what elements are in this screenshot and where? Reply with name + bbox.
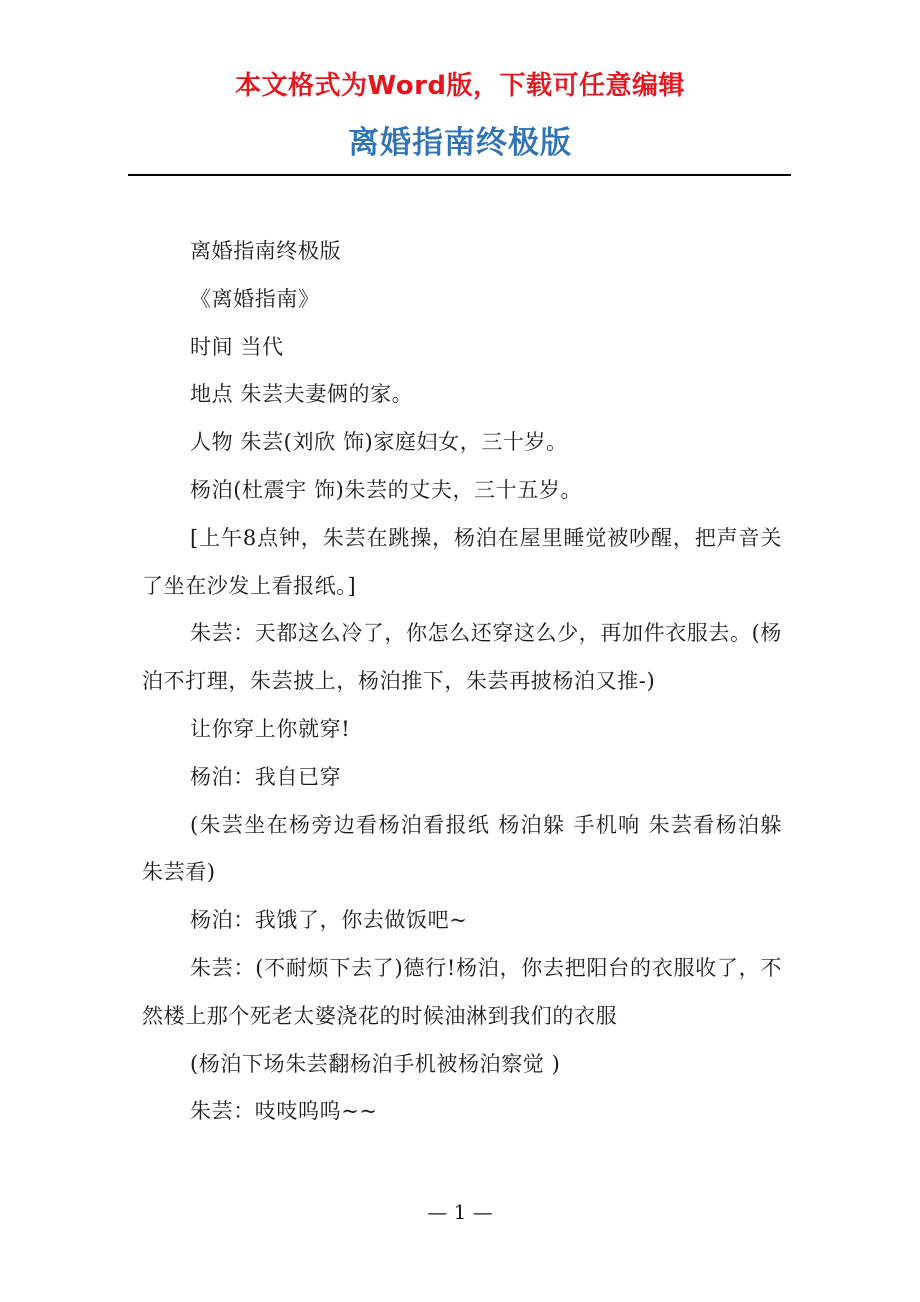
paragraph: 杨泊：我饿了，你去做饭吧~ <box>190 908 468 933</box>
document-title: 离婚指南终极版 <box>348 125 572 161</box>
paragraph: 时间 当代 <box>190 334 284 359</box>
format-notice-banner: 本文格式为Word版，下载可任意编辑 <box>234 71 686 101</box>
paragraph: 让你穿上你就穿! <box>190 716 351 741</box>
paragraph: 杨泊：我自已穿 <box>190 764 342 789</box>
page-number: — 1 — <box>427 1200 493 1224</box>
paragraph: 朱芸：(不耐烦下去了)德行!杨泊，你去把阳台的衣服收了，不然楼上那个死老太婆浇花的时候油淋到我们的衣服 <box>142 955 782 1028</box>
paragraph: [上午8点钟，朱芸在跳操，杨泊在屋里睡觉被吵醒，把声音关了坐在沙发上看报纸。] <box>142 525 782 598</box>
paragraph: 人物 朱芸(刘欣 饰)家庭妇女，三十岁。 <box>190 430 568 455</box>
paragraph: (杨泊下场朱芸翻杨泊手机被杨泊察觉 ) <box>190 1051 561 1076</box>
paragraph: 朱芸：吱吱呜呜~~ <box>190 1099 378 1124</box>
paragraph: 地点 朱芸夫妻俩的家。 <box>190 382 414 407</box>
document-body <box>142 228 782 1136</box>
paragraph: 《离婚指南》 <box>190 286 320 311</box>
paragraph: 杨泊(杜震宇 饰)朱芸的丈夫，三十五岁。 <box>190 477 583 502</box>
paragraph: 朱芸：天都这么冷了，你怎么还穿这么少，再加件衣服去。(杨泊不打理，朱芸披上，杨泊推下，朱芸再披杨泊又推-) <box>142 621 782 694</box>
header-divider <box>128 174 791 176</box>
paragraph: 离婚指南终极版 <box>190 239 342 263</box>
paragraph: (朱芸坐在杨旁边看杨泊看报纸 杨泊躲 手机响 朱芸看杨泊躲 朱芸看) <box>142 812 782 885</box>
